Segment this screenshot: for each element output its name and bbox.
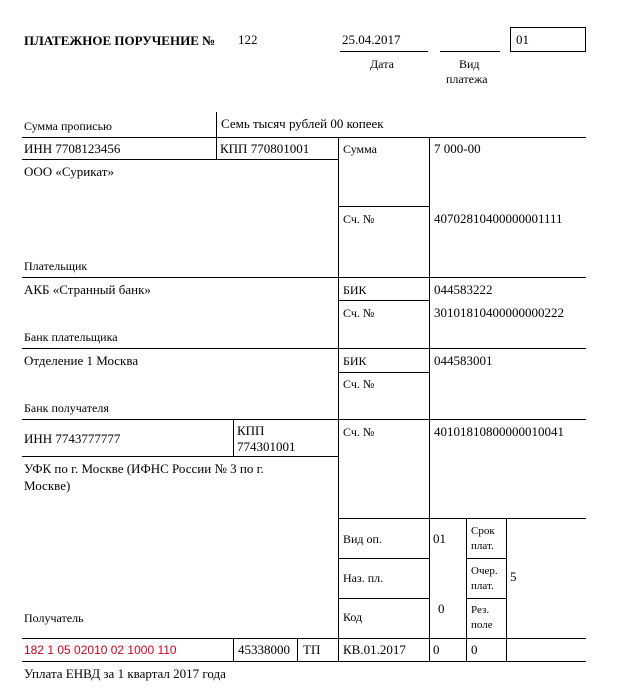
payment-basis: ТП [303,642,321,657]
recipient-bik-label: БИК [343,354,367,368]
kbk-code: 182 1 05 02010 02 1000 110 [24,643,177,657]
sep-line [22,348,586,349]
sum-label: Сумма [343,142,377,156]
doc-date: 0 [471,642,478,657]
recipient-kpp: 774301001 [237,439,296,454]
amount-words-value: Семь тысяч рублей 00 копеек [221,116,384,131]
sep-line [338,518,586,519]
recipient-name-line2: Москве) [24,478,71,493]
tax-period: КВ.01.2017 [343,642,406,657]
sep-line [22,638,586,639]
recipient-label: Получатель [24,611,84,625]
payment-type-underline [440,51,500,52]
sep-line [338,372,429,373]
sep-line [22,661,586,662]
sep-line [338,598,429,599]
recipient-bik: 044583001 [434,353,493,368]
reserve-label-2: поле [471,619,493,631]
doc-number: 0 [433,642,440,657]
op-type-label: Вид оп. [343,532,382,546]
sep-line [466,558,506,559]
payer-bank-account-label: Сч. № [343,306,375,320]
op-type: 01 [433,531,446,546]
date-underline [340,51,428,52]
sep-line [22,277,586,278]
sep-line [216,137,217,159]
sep-line [233,638,234,661]
recipient-bank-name: Отделение 1 Москва [24,353,139,368]
payer-account: 40702810400000001111 [434,211,563,226]
sep-line [338,137,339,661]
document-title: ПЛАТЕЖНОЕ ПОРУЧЕНИЕ № [24,33,216,48]
recipient-account: 40101810800000010041 [434,424,564,439]
recipient-bank-label: Банк получателя [24,401,109,415]
term-label: Срок [471,525,495,537]
recipient-name-line1: УФК по г. Москве (ИФНС России № 3 по г. [24,461,264,476]
amount-words-label: Сумма прописью [24,119,113,133]
sep-line [216,112,217,137]
purpose-code-label: Наз. пл. [343,571,384,585]
recipient-kpp-label: КПП [237,423,265,438]
payment-type-label: Вид [459,57,480,71]
recipient-bank-account-label: Сч. № [343,377,375,391]
sep-line [297,638,298,661]
payer-bank-name: АКБ «Странный банк» [24,282,151,297]
payer-label: Плательщик [24,259,88,273]
payer-inn: ИНН 7708123456 [24,141,121,156]
payer-bank-label: Банк плательщика [24,330,118,344]
sep-line [429,137,430,518]
payer-name: ООО «Сурикат» [24,164,114,179]
sep-line [506,638,507,661]
sep-line [466,598,506,599]
sep-line [338,300,429,301]
document-number: 122 [238,32,258,47]
code-value: 0 [438,601,445,616]
sep-line [22,456,338,457]
term-label-2: плат. [471,540,494,552]
sum-value: 7 000-00 [434,141,481,156]
sep-line [22,159,338,160]
date-label: Дата [370,57,394,71]
oktmo-code: 45338000 [238,642,290,657]
sep-line [466,518,467,661]
sep-line [338,558,429,559]
payer-kpp: КПП 770801001 [220,141,310,156]
recipient-inn: ИНН 7743777777 [24,431,121,446]
sep-line [233,419,234,456]
payment-type-label-2: платежа [446,72,488,86]
order-label: Очер. [471,565,498,577]
reserve-label: Рез. [471,604,490,616]
payer-bik: 044583222 [434,282,493,297]
payer-bik-label: БИК [343,283,367,297]
payer-account-label: Сч. № [343,212,375,226]
sep-line [22,419,586,420]
order-value: 5 [510,569,517,584]
sep-line [506,518,507,638]
status-code: 01 [516,32,529,47]
recipient-account-label: Сч. № [343,425,375,439]
payer-bank-account: 30101810400000000222 [434,305,564,320]
sep-line [429,518,430,661]
order-label-2: плат. [471,580,494,592]
sep-line [338,206,429,207]
payment-purpose: Уплата ЕНВД за 1 квартал 2017 года [24,666,226,681]
sep-line [22,137,586,138]
code-label: Код [343,610,363,624]
document-date: 25.04.2017 [342,32,401,47]
